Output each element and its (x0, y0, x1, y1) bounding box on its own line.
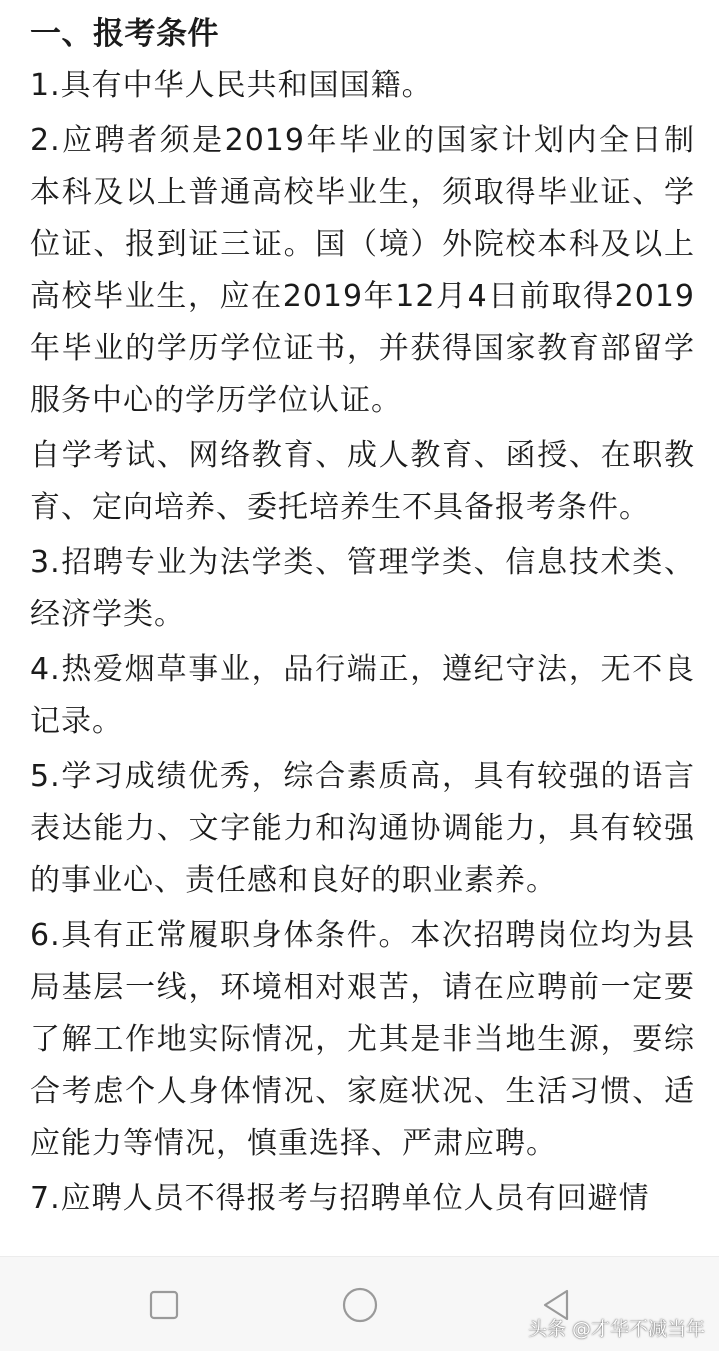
home-button[interactable] (342, 1287, 378, 1323)
paragraph-1: 1.具有中华人民共和国国籍。 (30, 68, 433, 103)
home-icon (342, 1287, 378, 1323)
article-content (30, 8, 695, 1228)
recent-apps-button[interactable] (146, 1287, 182, 1323)
paragraph-4: 4.热爱烟草事业，品行端正，遵纪守法，无不良记录。 (30, 652, 695, 739)
recent-apps-icon (149, 1290, 179, 1320)
paragraph-2-note: 自学考试、网络教育、成人教育、函授、在职教育、定向培养、委托培养生不具备报考条件。 (30, 438, 695, 525)
paragraph-2: 2.应聘者须是2019年毕业的国家计划内全日制本科及以上普通高校毕业生，须取得毕业证、学位证、报到证三证。国（境）外院校本科及以上高校毕业生，应在2019年12月4日前取得2019年毕业的学历学位证书，并获得国家教育部留学服务中心的学历学位认证。 (30, 123, 695, 418)
section-heading: 一、报考条件 (30, 16, 219, 52)
paragraph-5: 5.学习成绩优秀，综合素质高，具有较强的语言表达能力、文字能力和沟通协调能力，具有较强的事业心、责任感和良好的职业素养。 (30, 759, 695, 898)
watermark-text: 头条 @才华不减当年 (527, 1318, 705, 1340)
paragraph-7: 7.应聘人员不得报考与招聘单位人员有回避情 (30, 1181, 650, 1216)
paragraph-3: 3.招聘专业为法学类、管理学类、信息技术类、经济学类。 (30, 545, 695, 632)
paragraph-6: 6.具有正常履职身体条件。本次招聘岗位均为县局基层一线，环境相对艰苦，请在应聘前一定要了解工作地实际情况，尤其是非当地生源，要综合考虑个人身体情况、家庭状况、生活习惯、适应能力等情况，慎重选择、严肃应聘。 (30, 918, 695, 1161)
